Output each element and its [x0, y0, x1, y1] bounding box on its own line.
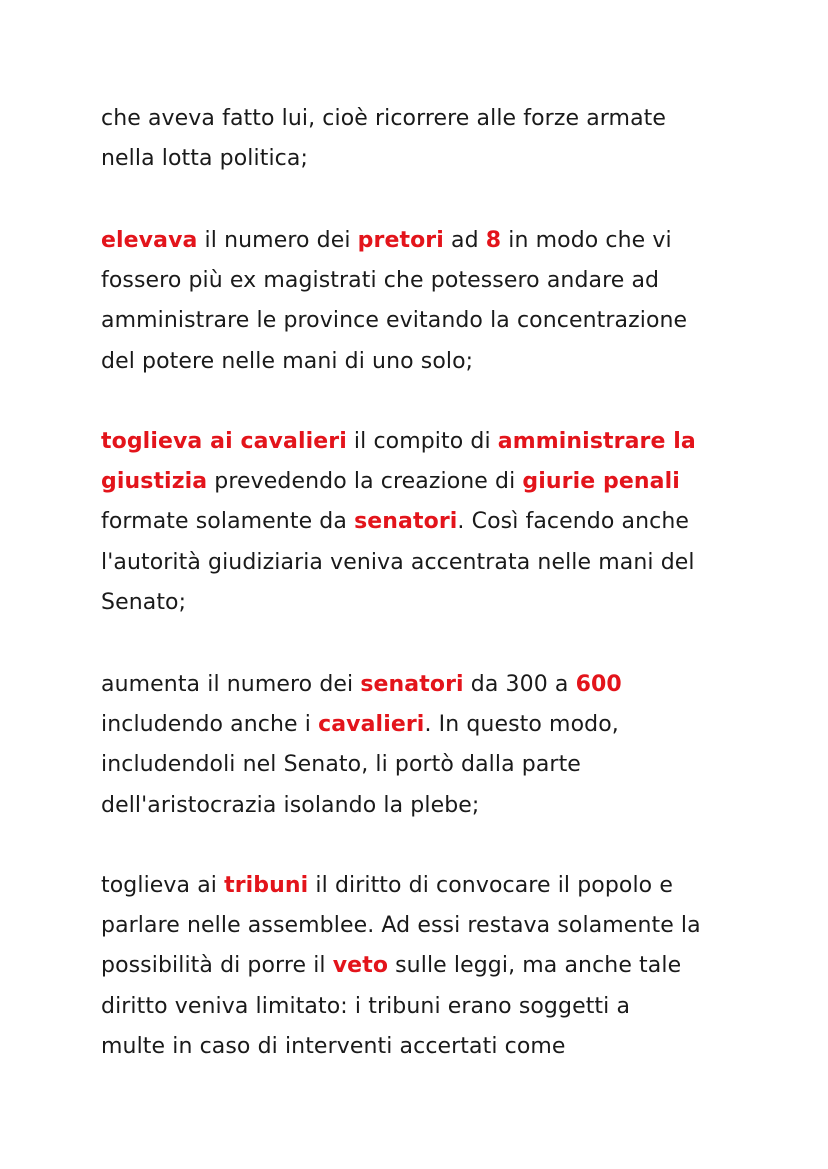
highlighted-term: giustizia — [101, 469, 208, 495]
body-text: da 300 a — [463, 672, 576, 697]
body-text: il diritto di convocare il popolo e — [308, 873, 673, 898]
highlighted-term: tribuni — [224, 873, 309, 898]
body-text: del potere nelle mani di uno solo; — [101, 348, 474, 374]
body-text: aumenta il numero dei — [101, 672, 361, 697]
paragraph-senatori — [101, 665, 741, 826]
body-text: in modo che vi — [501, 228, 672, 253]
body-text: formate solamente da — [101, 509, 355, 535]
body-text: includendoli nel Senato, li portò dalla parte — [101, 752, 581, 778]
paragraph-giustizia — [101, 422, 741, 623]
body-text: includendo anche i — [101, 712, 319, 738]
highlighted-term: amministrare la — [497, 429, 696, 454]
body-text: toglieva ai — [101, 873, 225, 898]
highlighted-term: senatori — [360, 672, 464, 697]
body-text: fossero più ex magistrati che potessero andare ad — [101, 268, 660, 294]
paragraph-tribuni — [101, 866, 741, 1067]
body-text: l'autorità giudiziaria veniva accentrata nelle mani del — [101, 549, 695, 575]
highlighted-term: cavalieri — [318, 712, 425, 738]
body-text: il compito di — [346, 429, 498, 454]
body-text: sulle leggi, ma anche tale — [388, 953, 682, 979]
highlighted-term: elevava — [101, 228, 198, 253]
highlighted-term: pretori — [357, 228, 444, 253]
highlighted-term: 600 — [575, 672, 622, 697]
highlighted-term: giurie penali — [522, 469, 680, 495]
highlighted-term: senatori — [354, 509, 458, 535]
body-text: parlare nelle assemblee. Ad essi restava solamente la — [101, 913, 701, 939]
body-text: Senato; — [101, 589, 187, 615]
body-text: amministrare le province evitando la concentrazione — [101, 308, 688, 334]
body-text: . Così facendo anche — [457, 509, 690, 535]
body-text: . In questo modo, — [424, 712, 619, 738]
body-text: possibilità di porre il — [101, 953, 333, 979]
paragraph-pretori — [101, 221, 741, 382]
highlighted-term: veto — [332, 953, 389, 979]
paragraph-forze-armate — [101, 99, 741, 179]
body-text: che aveva fatto lui, cioè ricorrere alle forze armate — [101, 106, 667, 131]
highlighted-term: toglieva ai cavalieri — [101, 429, 347, 454]
highlighted-term: 8 — [485, 228, 502, 253]
body-text: dell'aristocrazia isolando la plebe; — [101, 792, 480, 818]
body-text: nella lotta politica; — [101, 146, 308, 172]
body-text: prevedendo la creazione di — [207, 469, 523, 495]
body-text: ad — [443, 228, 486, 253]
body-text: il numero dei — [197, 228, 358, 253]
body-text: diritto veniva limitato: i tribuni erano soggetti a — [101, 993, 631, 1019]
body-text: multe in caso di interventi accertati come — [101, 1033, 566, 1059]
